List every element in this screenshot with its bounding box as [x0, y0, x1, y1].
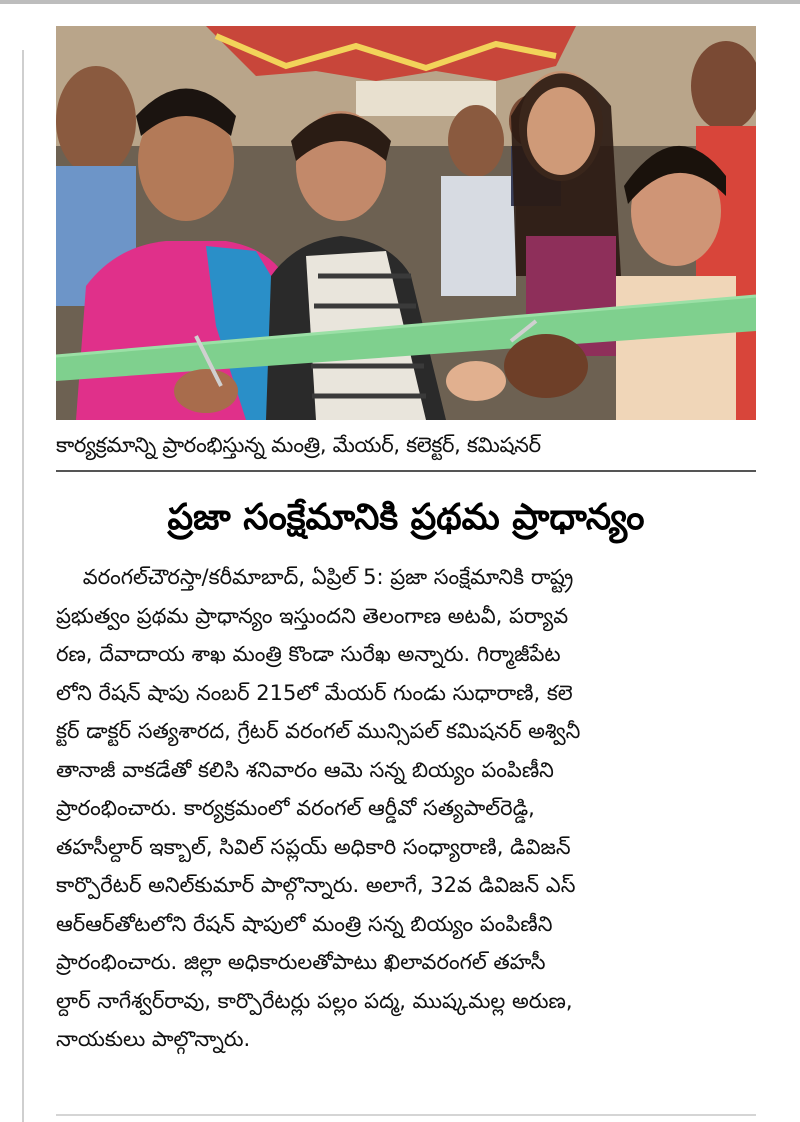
article-body — [56, 558, 756, 1059]
headline: ప్రజా సంక్షేమానికి ప్రథమ ప్రాధాన్యం — [167, 497, 645, 538]
ribbon-cutting-photo — [56, 26, 756, 420]
article-line: తానాజీ వాకడేతో కలిసి శనివారం ఆమె సన్న బియ్యం పంపిణీని — [56, 757, 554, 782]
article-line: లోని రేషన్ షాపు నంబర్ 215లో మేయర్ గుండు సుధారాణి, కలె — [56, 680, 573, 705]
article-line: ల్దార్ నాగేశ్వర్‌రావు, కార్పొరేటర్లు పల్లం పద్మ, ముష్కమల్ల అరుణ, — [56, 988, 573, 1013]
article-line: క్టర్ డాక్టర్ సత్యశారద, గ్రేటర్ వరంగల్ మున్సిపల్ కమిషనర్ అశ్వినీ — [56, 719, 581, 743]
article-line: రణ, దేవాదాయ శాఖ మంత్రి కొండా సురేఖ అన్నారు. గిర్మాజీపేట — [56, 642, 561, 666]
column-divider — [22, 50, 24, 1122]
photo-caption: కార్యక్రమాన్ని ప్రారంభిస్తున్న మంత్రి, మేయర్, కలెక్టర్, కమిషనర్ — [56, 433, 541, 457]
top-rule — [0, 0, 800, 4]
article-line: వరంగల్‌చౌరస్తా/కరీమాబాద్, ఏప్రిల్ 5: ప్రజా సంక్షేమానికి రాష్ట్ర — [56, 565, 574, 589]
article-line: ప్రభుత్వం ప్రథమ ప్రాధాన్యం ఇస్తుందని తెలంగాణ అటవీ, పర్యావ — [56, 603, 569, 628]
article-line: ప్రారంభించారు. కార్యక్రమంలో వరంగల్ ఆర్డీవో సత్యపాల్‌రెడ్డి, — [56, 796, 535, 820]
caption-divider — [56, 470, 756, 472]
article-line: ఆర్ఆర్‌తోటలోని రేషన్ షాపులో మంత్రి సన్న బియ్యం పంపిణీని — [56, 911, 553, 936]
article-line: నాయకులు పాల్గొన్నారు. — [56, 1027, 251, 1051]
article-line: తహసీల్దార్ ఇక్బాల్, సివిల్ సప్లయ్ అధికారి సంధ్యారాణి, డివిజన్ — [56, 834, 571, 859]
article-line: కార్పొరేటర్ అనిల్‌కుమార్ పాల్గొన్నారు. అలాగే, 32వ డివిజన్ ఎస్ — [56, 873, 576, 897]
bottom-rule — [56, 1114, 756, 1116]
article-line: ప్రారంభించారు. జిల్లా అధికారులతోపాటు ఖిలావరంగల్ తహసీ — [56, 950, 546, 974]
